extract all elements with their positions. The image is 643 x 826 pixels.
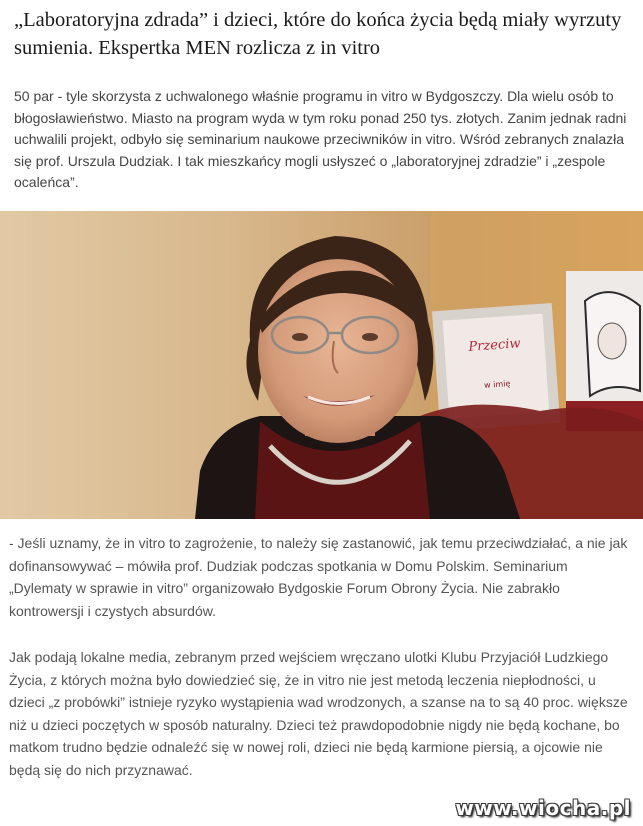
- poster-drawing: [566, 271, 643, 431]
- article-lead: 50 par - tyle skorzysta z uchwalonego właśnie programu in vitro w Bydgoszczy. Dla wielu osób to błogosławieństwo. Miasto na program wyda w tym roku ponad 250 tys. złotych. Zanim jednak radni uchwalili projekt, odbyło się seminarium naukowe przeciwników in vitro. Wśród zebranych znalazła się prof. Urszula Dudziak. I tak mieszkańcy mogli usłyszeć o „laboratoryjnej zdradzie” i „zespole ocaleńca”.: [14, 88, 627, 190]
- article-photo: [0, 211, 643, 519]
- article-headline: „Laboratoryjna zdrada” i dzieci, które do końca życia będą miały wyrzuty sumienia. Ekspertka MEN rozlicza z in vitro: [14, 9, 622, 59]
- site-watermark: www.wiocha.pl: [455, 796, 631, 820]
- sign-text: Przeciw: [468, 336, 521, 355]
- article-paragraph-1: - Jeśli uznamy, że in vitro to zagrożenie, to należy się zastanowić, jak temu przeciwdziałać, a nie jak dofinansowywać – mówiła prof. Dudziak podczas spotkania w Domu Polskim. Seminarium „Dylematy w sprawie in vitro” organizowało Bydgoskie Forum Obrony Życia. Nie zabrakło kontrowersji i czystych absurdów.: [9, 535, 628, 619]
- sign-subtext: w imię: [483, 379, 511, 390]
- article-paragraph-2: Jak podają lokalne media, zebranym przed wejściem wręczano ulotki Klubu Przyjaciół Ludzkiego Życia, z których można było dowiedzieć się, że in vitro nie jest metodą leczenia niepłodności, u dzieci „z probówki” istnieje ryzyko wystąpienia wad wrodzonych, a szanse na to są 40 proc. większe niż u dzieci poczętych w sposób naturalny. Dzieci też prawdopodobnie nigdy nie będą kochane, bo matkom trudno będzie odnaleźć się w nowej roli, dzieci nie będą karmione piersią, a ojcowie nie będą się do nich przyznawać.: [9, 649, 628, 778]
